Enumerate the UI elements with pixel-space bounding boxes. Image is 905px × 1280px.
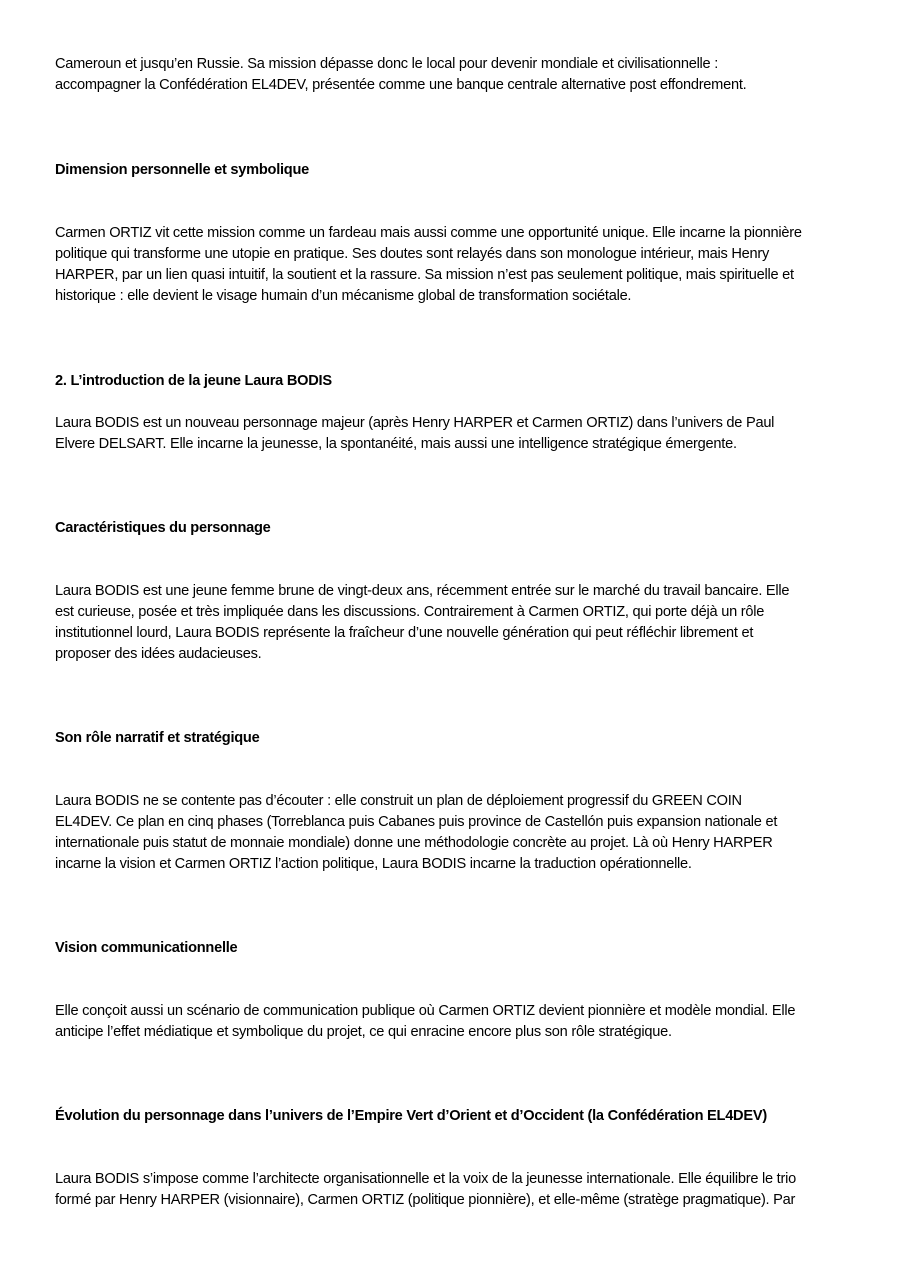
text-line: politique qui transforme une utopie en pratique. Ses doutes sont relayés dans son monologue intérieur, mais Henry — [55, 246, 770, 262]
text-line: anticipe l’effet médiatique et symbolique du projet, ce qui enracine encore plus son rôle stratégique. — [55, 1024, 672, 1040]
paragraph-vision — [55, 1001, 855, 1043]
heading-text: Évolution du personnage dans l’univers de l’Empire Vert d’Orient et d’Occident (la Confédération EL4DEV) — [55, 1108, 767, 1124]
paragraph-carmen-mission — [55, 223, 855, 307]
text-line: EL4DEV. Ce plan en cinq phases (Torreblanca puis Cabanes puis province de Castellón puis expansion nationale et — [55, 814, 778, 830]
paragraph-laura-caracteristiques — [55, 581, 855, 665]
text-line: Elle conçoit aussi un scénario de communication publique où Carmen ORTIZ devient pionnière et modèle mondial. Elle — [55, 1003, 796, 1019]
text-line: Laura BODIS s’impose comme l’architecte organisationnelle et la voix de la jeunesse internationale. Elle équilibre le trio — [55, 1171, 796, 1187]
paragraph-laura-role — [55, 791, 855, 875]
text-line: incarne la vision et Carmen ORTIZ l’action politique, Laura BODIS incarne la traduction opérationnelle. — [55, 856, 692, 872]
heading-text: Dimension personnelle et symbolique — [55, 162, 309, 178]
heading-text: Son rôle narratif et stratégique — [55, 730, 260, 746]
heading-vision-communicationnelle — [55, 938, 855, 959]
text-line: institutionnel lourd, Laura BODIS représente la fraîcheur d’une nouvelle génération qui peut réfléchir librement et — [55, 625, 754, 641]
text-line: Laura BODIS est un nouveau personnage majeur (après Henry HARPER et Carmen ORTIZ) dans l’univers de Paul — [55, 415, 775, 431]
heading-text: Caractéristiques du personnage — [55, 520, 271, 536]
heading-text: 2. L’introduction de la jeune Laura BODIS — [55, 373, 332, 389]
heading-caracteristiques — [55, 518, 855, 539]
heading-dimension-personnelle — [55, 160, 855, 181]
text-line: Laura BODIS ne se contente pas d’écouter : elle construit un plan de déploiement progressif du GREEN COIN — [55, 793, 742, 809]
text-line: HARPER, par un lien quasi intuitif, la soutient et la rassure. Sa mission n’est pas seulement politique, mais spirituelle et — [55, 267, 794, 283]
text-line: formé par Henry HARPER (visionnaire), Carmen ORTIZ (politique pionnière), et elle-même (stratège pragmatique). Par — [55, 1192, 796, 1208]
text-line: internationale puis statut de monnaie mondiale) donne une méthodologie concrète au projet. Là où Henry HARPER — [55, 835, 773, 851]
text-line: Laura BODIS est une jeune femme brune de vingt-deux ans, récemment entrée sur le marché du travail bancaire. Elle — [55, 583, 790, 599]
heading-text: Vision communicationnelle — [55, 940, 238, 956]
text-line: accompagner la Confédération EL4DEV, présentée comme une banque centrale alternative post effondrement. — [55, 77, 747, 93]
paragraph-mission-scope — [55, 54, 855, 96]
text-line: Elvere DELSART. Elle incarne la jeunesse, la spontanéité, mais aussi une intelligence stratégique émergente. — [55, 436, 737, 452]
text-line: proposer des idées audacieuses. — [55, 646, 262, 662]
heading-role-narratif — [55, 728, 855, 749]
heading-introduction-laura — [55, 371, 855, 392]
paragraph-evolution — [55, 1169, 855, 1211]
text-line: est curieuse, posée et très impliquée dans les discussions. Contrairement à Carmen ORTIZ, qui porte déjà un rôle — [55, 604, 765, 620]
text-line: Cameroun et jusqu’en Russie. Sa mission dépasse donc le local pour devenir mondiale et civilisationnelle : — [55, 56, 719, 72]
paragraph-laura-intro — [55, 413, 855, 455]
heading-evolution-personnage — [55, 1106, 855, 1127]
text-line: historique : elle devient le visage humain d’un mécanisme global de transformation sociétale. — [55, 288, 632, 304]
text-line: Carmen ORTIZ vit cette mission comme un fardeau mais aussi comme une opportunité unique. Elle incarne la pionnière — [55, 225, 802, 241]
